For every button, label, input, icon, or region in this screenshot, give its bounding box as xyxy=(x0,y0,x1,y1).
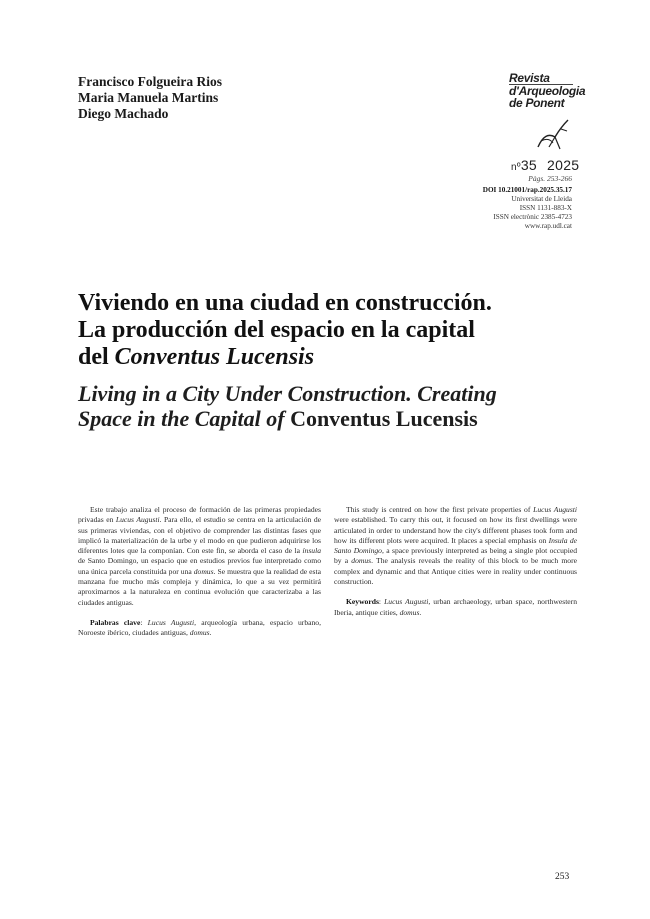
text: , urban archaeology, urban space, northwestern Iberia, antique cities, xyxy=(334,597,578,617)
italic-text: ínsula xyxy=(302,546,321,556)
title-text: Space in the Capital of xyxy=(78,406,291,431)
keywords: Palabras clave: Lucus Augusti, arqueología urbana, espacio urbano, Noroeste ibérico, ciudades antiguas, domus. xyxy=(78,617,321,638)
abstract-english xyxy=(334,505,577,618)
author-name: Francisco Folgueira Rios xyxy=(78,74,222,89)
author-name: Maria Manuela Martins xyxy=(78,90,219,105)
issue-number: 35 xyxy=(520,157,538,173)
italic-text: Insula de Santo Domingo xyxy=(334,535,577,556)
italic-text: Lucus Augusti xyxy=(147,617,195,627)
title-upright: Conventus Lucensis xyxy=(290,406,478,431)
keywords-label: Palabras clave xyxy=(90,617,141,627)
title-line: Living in a City Under Construction. Creating xyxy=(78,381,497,406)
bird-logo-icon xyxy=(535,117,571,153)
author-name: Diego Machado xyxy=(78,106,169,121)
abstract-spanish xyxy=(78,505,321,639)
title-line xyxy=(78,406,588,431)
title-line: La producción del espacio en la capital xyxy=(78,317,475,343)
abstract-paragraph xyxy=(78,505,321,608)
issn: ISSN 1131-883-X xyxy=(519,204,572,212)
doi: DOI 10.21001/rap.2025.35.17 xyxy=(482,186,572,194)
issue-prefix: nº xyxy=(511,162,521,173)
italic-text: Lucus Augusti xyxy=(384,597,429,607)
issue-year: 2025 xyxy=(547,157,580,173)
italic-text: domus xyxy=(189,628,210,638)
abstract-paragraph xyxy=(334,505,577,587)
text: , arqueología urbana, espacio urbano, Noroeste ibérico, ciudades antiguas, xyxy=(78,617,321,638)
title-italic: Conventus Lucensis xyxy=(114,344,315,370)
title-spanish xyxy=(78,290,588,371)
title-line xyxy=(78,344,588,371)
italic-text: domus xyxy=(399,607,420,617)
text: . Se muestra que la realidad de esta manzana fue mucho más compleja y dinámica, lo que a su vez permitirá aproximarnos a la naturaleza en continua evolución que caracterizaba a las ciudades antiguas. xyxy=(78,566,321,607)
journal-logo xyxy=(509,71,586,110)
title-english xyxy=(78,381,588,431)
text: . xyxy=(209,628,212,638)
title-line: Viviendo en una ciudad en construcción. xyxy=(78,290,492,316)
text: . The analysis reveals the reality of this block to be much more complex and dynamic and that Antique cities were in reality under continuous construction. xyxy=(334,556,577,587)
issn-electronic: ISSN electrònic 2385-4723 xyxy=(493,213,572,221)
text: . xyxy=(419,607,422,617)
italic-text: domus xyxy=(193,566,214,576)
logo-line: de Ponent xyxy=(509,96,565,110)
title-text: del xyxy=(78,344,115,370)
publication-meta xyxy=(483,186,572,231)
issue-line xyxy=(511,157,579,173)
keywords-label: Keywords xyxy=(346,597,379,607)
text: de Santo Domingo, un espacio que en estudios previos fue interpretado como una única parcela constituida por una xyxy=(78,556,321,576)
logo-line: Revista xyxy=(509,72,573,85)
website: www.rap.udl.cat xyxy=(524,222,572,230)
italic-text: Lucus Augusti xyxy=(533,505,578,514)
italic-text: Lucus Augusti xyxy=(115,515,160,525)
page-range: Pàgs. 253-266 xyxy=(528,174,572,183)
text: were established. To carry this out, it focused on how its first dwellings were articulated in order to understand how the city's different phases took form and how its different plots were acquired. It places a special emphasis on xyxy=(334,515,577,545)
keywords: Keywords: Lucus Augusti, urban archaeology, urban space, northwestern Iberia, antique cities, domus. xyxy=(334,597,578,617)
text: . Para ello, el estudio se centra en la articulación de sus primeras viviendas, con el objetivo de comprender las distintas fases que implicó la materialización de la urbe y el modo en que pudieron adquirirse los diferentes lotes que la componían. Con este fin, se aborda el caso de la xyxy=(78,515,321,556)
page-number: 253 xyxy=(555,872,570,882)
text: , a space previously interpreted as being a single plot occupied by a xyxy=(334,546,577,566)
text: This study is centred on how the first private properties of xyxy=(346,505,534,514)
logo-line: d'Arqueologia xyxy=(509,84,586,98)
italic-text: domus xyxy=(351,556,372,566)
author-list xyxy=(78,74,222,122)
university: Universitat de Lleida xyxy=(511,195,572,203)
text: Este trabajo analiza el proceso de formación de las primeras propiedades privadas en xyxy=(78,505,321,525)
